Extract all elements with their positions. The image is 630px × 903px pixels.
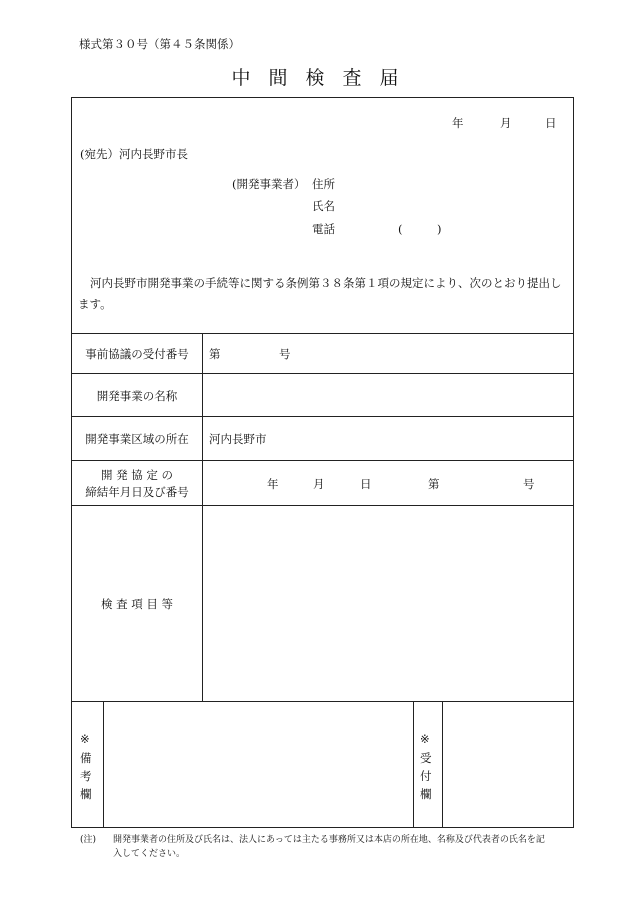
project-name-label: 開発事業の名称 [96, 389, 178, 403]
form-number: 様式第３０号（第４５条関係） [79, 37, 240, 51]
body-text-line2: ます。 [78, 297, 112, 311]
divider [72, 701, 573, 702]
agreement-day: 日 [360, 477, 372, 491]
page-title: 中間検査届 [231, 67, 417, 89]
footnote-tag: (注) [80, 835, 97, 845]
consultation-number-label: 事前協議の受付番号 [85, 347, 189, 361]
remarks-char: 考 [80, 769, 92, 783]
agreement-label-line1: 開 発 協 定 の [100, 468, 174, 482]
reception-char: 付 [420, 769, 432, 783]
divider [72, 333, 573, 334]
remarks-char: 欄 [80, 787, 92, 801]
reception-char: 受 [420, 751, 432, 765]
column-divider [442, 701, 443, 828]
agreement-dai: 第 [428, 477, 440, 491]
divider [72, 460, 573, 461]
divider [72, 416, 573, 417]
footnote-line2: 入してください。 [113, 849, 186, 859]
remarks-char: 備 [80, 751, 92, 765]
date-day: 日 [545, 116, 557, 130]
divider [72, 373, 573, 374]
body-text-line1: 河内長野市開発事業の手続等に関する条例第３８条第１項の規定により、次のとおり提出し [90, 276, 562, 290]
agreement-label-line2: 締結年月日及び番号 [85, 485, 189, 499]
divider [72, 505, 573, 506]
form-frame [71, 97, 574, 828]
reception-char: ※ [420, 732, 430, 746]
phone-paren: ( ) [398, 222, 442, 236]
date-month: 月 [500, 116, 512, 130]
location-label: 開発事業区域の所在 [85, 432, 189, 446]
location-value: 河内長野市 [209, 432, 267, 446]
column-divider [202, 333, 203, 701]
column-divider [103, 701, 104, 828]
footnote-line1: 開発事業者の住所及び氏名は、法人にあっては主たる事務所又は本店の所在地、名称及び代表者の氏名を記 [113, 835, 545, 845]
agreement-year: 年 [267, 477, 279, 491]
date-year: 年 [452, 116, 464, 130]
phone-label: 電話 [312, 222, 335, 236]
name-label: 氏名 [312, 199, 335, 213]
reception-char: 欄 [420, 787, 432, 801]
consultation-go: 号 [279, 347, 291, 361]
agreement-month: 月 [313, 477, 325, 491]
agreement-go: 号 [523, 477, 535, 491]
inspection-items-label: 検 査 項 目 等 [100, 597, 174, 611]
applicant-label: (開発事業者） [232, 177, 306, 191]
addressee: (宛先）河内長野市長 [80, 147, 188, 161]
column-divider [413, 701, 414, 828]
consultation-dai: 第 [209, 347, 221, 361]
remarks-char: ※ [80, 732, 90, 746]
address-label: 住所 [312, 177, 335, 191]
